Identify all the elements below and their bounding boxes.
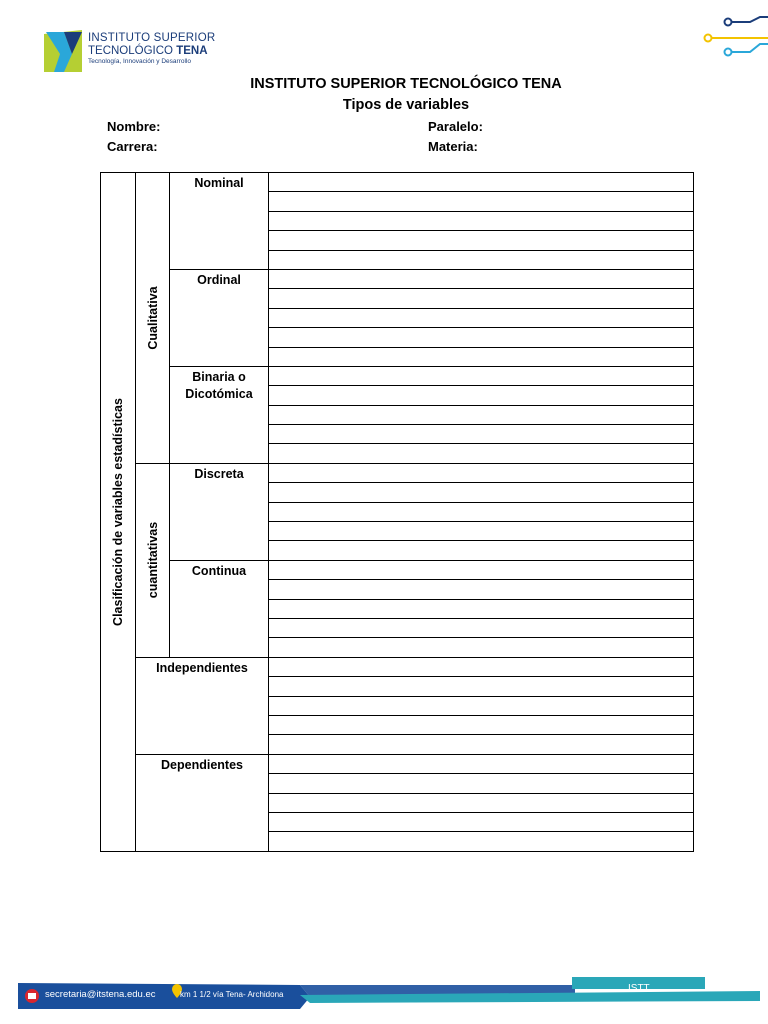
answer-line[interactable] xyxy=(269,444,694,463)
circuit-decoration-icon xyxy=(700,14,768,60)
answer-line[interactable] xyxy=(269,250,694,269)
main-classification-cell xyxy=(101,173,136,852)
materia-label: Materia: xyxy=(428,139,478,154)
answer-line[interactable] xyxy=(269,425,694,444)
answer-line[interactable] xyxy=(269,173,694,192)
logo-tagline: Tecnología, Innovación y Desarrollo xyxy=(88,58,191,65)
answer-line[interactable] xyxy=(269,580,694,599)
nombre-label: Nombre: xyxy=(107,119,161,134)
answer-line[interactable] xyxy=(269,211,694,230)
answer-line[interactable] xyxy=(269,677,694,696)
answer-line[interactable] xyxy=(269,560,694,579)
cualitativa-label: Cualitativa xyxy=(145,286,160,350)
answer-line[interactable] xyxy=(269,541,694,560)
cualitativa-cell xyxy=(136,173,170,464)
answer-line[interactable] xyxy=(269,754,694,773)
binaria-label: Binaria o Dicotómica xyxy=(170,366,269,463)
nominal-label: Nominal xyxy=(170,173,269,270)
answer-line[interactable] xyxy=(269,289,694,308)
answer-line[interactable] xyxy=(269,793,694,812)
answer-line[interactable] xyxy=(269,386,694,405)
dependientes-label: Dependientes xyxy=(136,754,269,851)
answer-line[interactable] xyxy=(269,483,694,502)
footer-band xyxy=(0,977,768,1024)
ordinal-label: Ordinal xyxy=(170,269,269,366)
continua-label: Continua xyxy=(170,560,269,657)
logo-line1: INSTITUTO SUPERIOR xyxy=(88,32,216,44)
cuantitativas-label: cuantitativas xyxy=(145,522,160,599)
answer-line[interactable] xyxy=(269,522,694,541)
answer-line[interactable] xyxy=(269,502,694,521)
answer-line[interactable] xyxy=(269,308,694,327)
answer-line[interactable] xyxy=(269,231,694,250)
discreta-label: Discreta xyxy=(170,463,269,560)
answer-line[interactable] xyxy=(269,638,694,657)
cuantitativas-cell xyxy=(136,463,170,657)
page-title: INSTITUTO SUPERIOR TECNOLÓGICO TENA xyxy=(250,76,562,92)
answer-line[interactable] xyxy=(269,328,694,347)
page-subtitle: Tipos de variables xyxy=(342,97,470,113)
answer-line[interactable] xyxy=(269,192,694,211)
answer-line[interactable] xyxy=(269,696,694,715)
footer-brand: ISTT xyxy=(628,983,650,994)
answer-line[interactable] xyxy=(269,715,694,734)
footer-email[interactable]: secretaria@itstena.edu.ec xyxy=(45,989,156,1000)
answer-line[interactable] xyxy=(269,405,694,424)
main-classification-label: Clasificación de variables estadísticas xyxy=(111,397,125,626)
answer-line[interactable] xyxy=(269,269,694,288)
answer-line[interactable] xyxy=(269,657,694,676)
independientes-label: Independientes xyxy=(136,657,269,754)
logo-line2: TECNOLÓGICO TENA xyxy=(88,45,208,57)
answer-line[interactable] xyxy=(269,366,694,385)
footer-address: km 1 1/2 vía Tena- Archidona xyxy=(180,990,284,999)
answer-line[interactable] xyxy=(269,774,694,793)
answer-line[interactable] xyxy=(269,735,694,754)
answer-line[interactable] xyxy=(269,832,694,851)
classification-table xyxy=(100,172,694,852)
answer-line[interactable] xyxy=(269,463,694,482)
answer-line[interactable] xyxy=(269,812,694,831)
answer-line[interactable] xyxy=(269,618,694,637)
answer-line[interactable] xyxy=(269,347,694,366)
answer-line[interactable] xyxy=(269,599,694,618)
paralelo-label: Paralelo: xyxy=(428,119,483,134)
carrera-label: Carrera: xyxy=(107,139,158,154)
